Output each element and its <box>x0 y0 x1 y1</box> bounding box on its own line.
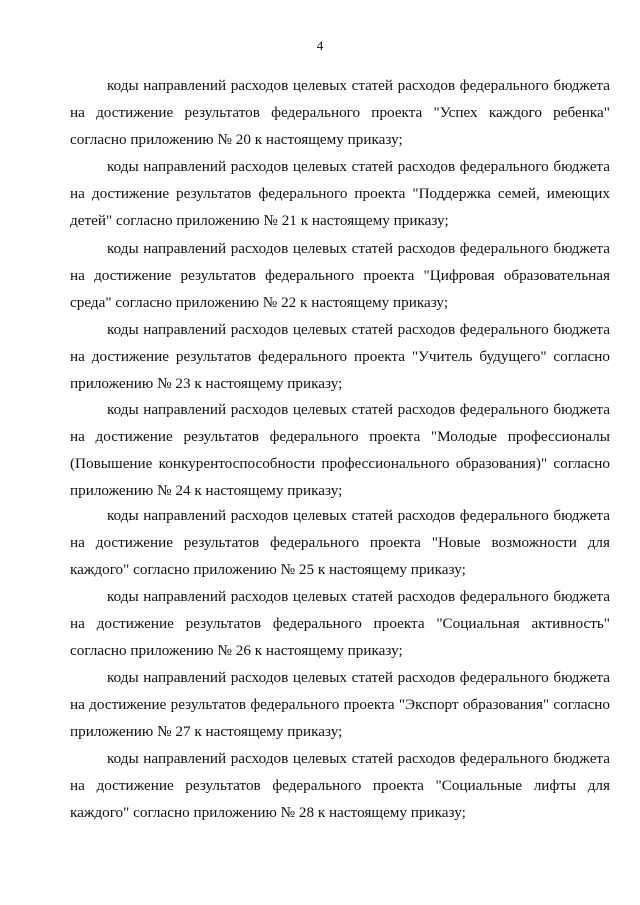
paragraph-line: коды направлений расходов целевых статей расходов федерального бюджета <box>107 158 610 175</box>
paragraph-line: коды направлений расходов целевых статей расходов федерального бюджета <box>107 401 610 418</box>
paragraph-7 <box>70 583 610 664</box>
paragraph-6 <box>70 502 610 583</box>
paragraph-line: на достижение результатов федерального проекта "Цифровая образовательная <box>70 267 610 284</box>
paragraph-1 <box>70 72 610 153</box>
paragraph-line: на достижение результатов федерального проекта "Молодые профессионалы <box>70 428 610 445</box>
paragraph-line: приложению № 27 к настоящему приказу; <box>70 723 343 740</box>
paragraph-line: (Повышение конкурентоспособности профессионального образования)" согласно <box>70 455 610 472</box>
paragraph-line: коды направлений расходов целевых статей расходов федерального бюджета <box>107 77 610 94</box>
paragraph-9 <box>70 745 610 826</box>
paragraph-line: коды направлений расходов целевых статей расходов федерального бюджета <box>107 669 610 686</box>
paragraph-line: приложению № 23 к настоящему приказу; <box>70 375 343 392</box>
paragraph-line: коды направлений расходов целевых статей расходов федерального бюджета <box>107 507 610 524</box>
paragraph-line: каждого" согласно приложению № 28 к настоящему приказу; <box>70 804 466 821</box>
paragraph-line: среда" согласно приложению № 22 к настоящему приказу; <box>70 294 449 311</box>
page-number: 4 <box>316 38 324 53</box>
paragraph-4 <box>70 316 610 397</box>
paragraph-line: на достижение результатов федерального проекта "Социальная активность" <box>70 615 610 632</box>
paragraph-5 <box>70 396 610 504</box>
paragraph-2 <box>70 153 610 234</box>
paragraph-line: детей" согласно приложению № 21 к настоящему приказу; <box>70 212 449 229</box>
paragraph-line: согласно приложению № 20 к настоящему приказу; <box>70 131 403 148</box>
paragraph-line: на достижение результатов федерального проекта "Экспорт образования" согласно <box>70 696 610 713</box>
paragraph-line: на достижение результатов федерального проекта "Поддержка семей, имеющих <box>70 185 610 202</box>
paragraph-line: на достижение результатов федерального проекта "Новые возможности для <box>70 534 610 551</box>
paragraph-line: коды направлений расходов целевых статей расходов федерального бюджета <box>107 240 610 257</box>
paragraph-3 <box>70 235 610 316</box>
paragraph-line: согласно приложению № 26 к настоящему приказу; <box>70 642 403 659</box>
paragraph-8 <box>70 664 610 745</box>
paragraph-line: коды направлений расходов целевых статей расходов федерального бюджета <box>107 321 610 338</box>
paragraph-line: приложению № 24 к настоящему приказу; <box>70 482 343 499</box>
paragraph-line: на достижение результатов федерального проекта "Учитель будущего" согласно <box>70 348 610 365</box>
paragraph-line: каждого" согласно приложению № 25 к настоящему приказу; <box>70 561 466 578</box>
paragraph-line: коды направлений расходов целевых статей расходов федерального бюджета <box>107 750 610 767</box>
paragraph-line: на достижение результатов федерального проекта "Социальные лифты для <box>70 777 610 794</box>
paragraph-line: на достижение результатов федерального проекта "Успех каждого ребенка" <box>70 104 610 121</box>
paragraph-line: коды направлений расходов целевых статей расходов федерального бюджета <box>107 588 610 605</box>
